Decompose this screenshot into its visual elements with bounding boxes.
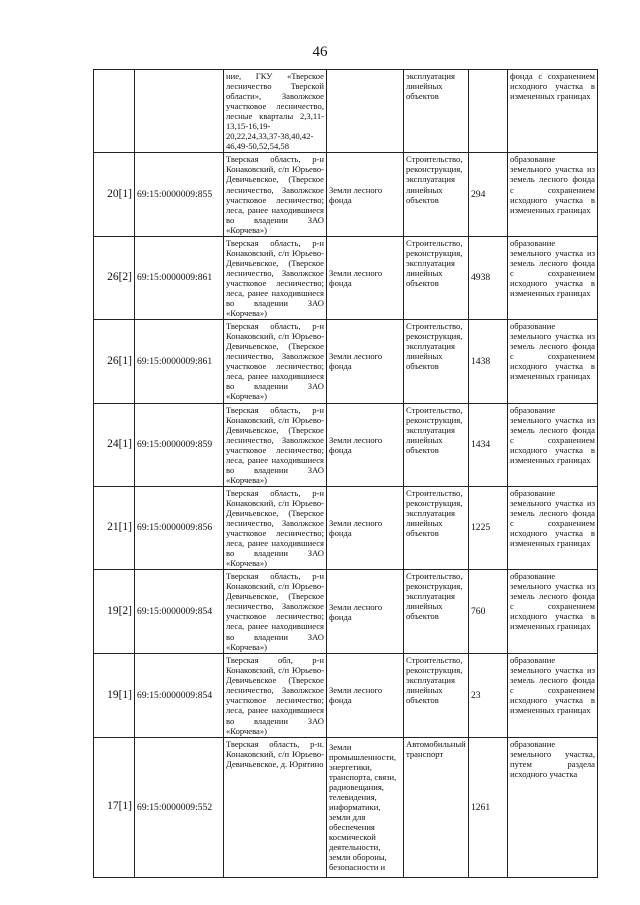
permitted-use-cell: Строительство, реконструкция, эксплуатация линейных объектов: [404, 570, 469, 654]
cadastral-number-cell: 69:15:0000009:855: [135, 153, 224, 236]
page-number: 46: [312, 44, 328, 60]
land-category-cell: Земли лесного фонда: [327, 236, 404, 319]
land-category-cell: Земли лесного фонда: [327, 403, 404, 486]
area-cell: 294: [469, 153, 508, 236]
purpose-cell: образование земельного участка из земель лесного фонда с сохранением исходного участка в измененных границах: [508, 153, 598, 236]
permitted-use-cell: Строительство, реконструкция, эксплуатация линейных объектов: [404, 654, 469, 737]
row-number-cell: 20[1]: [94, 153, 135, 236]
cadastral-number-cell: 69:15:0000009:854: [135, 570, 224, 654]
address-cell: Тверская обл, р-н Конаковский, с/п Юрьево-Девичьевское (Тверское лесничество, Заволжское участковое лесничество; леса, ранее находившиеся во владении ЗАО «Корчева»): [224, 654, 327, 737]
permitted-use-cell: Строительство, реконструкция, эксплуатация линейных объектов: [404, 153, 469, 236]
table-row: [94, 737, 598, 877]
land-category-cell: [327, 70, 404, 153]
address-cell: Тверская область, р-н Конаковский, с/п Юрьево-Девичьевское, (Тверское лесничество, Заволжское участковое лесничество; леса, ранее находившиеся во владении ЗАО «Корчева»): [224, 153, 327, 236]
table-row: [94, 486, 598, 569]
area-cell: 1225: [469, 486, 508, 569]
purpose-cell: образование земельного участка из земель лесного фонда с сохранением исходного участка в измененных границах: [508, 570, 598, 654]
purpose-cell: образование земельного участка из земель лесного фонда с сохранением исходного участка в измененных границах: [508, 654, 598, 737]
cadastral-number-cell: 69:15:0000009:861: [135, 320, 224, 403]
address-cell: Тверская область, р-н Конаковский, с/п Юрьево-Девичьевское, (Тверское лесничество, Заволжское участковое лесничество; леса, ранее находившиеся во владении ЗАО «Корчева»): [224, 320, 327, 403]
cadastral-number-cell: 69:15:0000009:859: [135, 403, 224, 486]
table-row: [94, 570, 598, 654]
area-cell: 1261: [469, 737, 508, 877]
land-category-cell: Земли промышленности, энергетики, транспорта, связи, радиовещания, телевидения, информатики, земли для обеспечения космической деятельности, земли обороны, безопасности и: [327, 737, 404, 877]
permitted-use-cell: Автомобильный транспорт: [404, 737, 469, 877]
row-number-cell: 17[1]: [94, 737, 135, 877]
area-cell: 760: [469, 570, 508, 654]
row-number-cell: 21[1]: [94, 486, 135, 569]
table-row: [94, 320, 598, 403]
purpose-cell: образование земельного участка из земель лесного фонда с сохранением исходного участка в измененных границах: [508, 486, 598, 569]
table-row: [94, 654, 598, 737]
table-row: [94, 70, 598, 153]
purpose-cell: образование земельного участка, путем раздела исходного участка: [508, 737, 598, 877]
land-category-cell: Земли лесного фонда: [327, 486, 404, 569]
permitted-use-cell: эксплуатация линейных объектов: [404, 70, 469, 153]
area-cell: 1434: [469, 403, 508, 486]
land-category-cell: Земли лесного фонда: [327, 320, 404, 403]
purpose-cell: образование земельного участка из земель лесного фонда с сохранением исходного участка в измененных границах: [508, 236, 598, 319]
address-cell: Тверская область, р-н Конаковский, с/п Юрьево-Девичьевское, (Тверское лесничество, Заволжское участковое лесничество; леса, ранее находившиеся во владении ЗАО «Корчева»): [224, 236, 327, 319]
area-cell: [469, 70, 508, 153]
area-cell: 1438: [469, 320, 508, 403]
address-cell: Тверская область, р-н. Конаковский, с/п Юрьево-Девичьевское, д. Юрятино: [224, 737, 327, 877]
area-cell: 4938: [469, 236, 508, 319]
permitted-use-cell: Строительство, реконструкция, эксплуатация линейных объектов: [404, 403, 469, 486]
row-number-cell: 24[1]: [94, 403, 135, 486]
row-number-cell: 26[1]: [94, 320, 135, 403]
permitted-use-cell: Строительство, реконструкция, эксплуатация линейных объектов: [404, 320, 469, 403]
cadastral-number-cell: 69:15:0000009:861: [135, 236, 224, 319]
land-category-cell: Земли лесного фонда: [327, 654, 404, 737]
purpose-cell: образование земельного участка из земель лесного фонда с сохранением исходного участка в измененных границах: [508, 320, 598, 403]
table-row: [94, 153, 598, 236]
land-category-cell: Земли лесного фонда: [327, 153, 404, 236]
row-number-cell: 26[2]: [94, 236, 135, 319]
cadastral-number-cell: 69:15:0000009:552: [135, 737, 224, 877]
row-number-cell: 19[2]: [94, 570, 135, 654]
cadastral-number-cell: 69:15:0000009:856: [135, 486, 224, 569]
land-category-cell: Земли лесного фонда: [327, 570, 404, 654]
permitted-use-cell: Строительство, реконструкция, эксплуатация линейных объектов: [404, 486, 469, 569]
address-cell: ние, ГКУ «Тверское лесничество Тверской области», Заволжское участковое лесничество, лесные кварталы 2,3,11-13,15-16,19-20,22,24,33,37-38,40,42-46,49-50,52,54,58: [224, 70, 327, 153]
purpose-cell: образование земельного участка из земель лесного фонда с сохранением исходного участка в измененных границах: [508, 403, 598, 486]
permitted-use-cell: Строительство, реконструкция, эксплуатация линейных объектов: [404, 236, 469, 319]
area-cell: 23: [469, 654, 508, 737]
purpose-cell: фонда с сохранением исходного участка в измененных границах: [508, 70, 598, 153]
table-row: [94, 236, 598, 319]
land-plots-table: [93, 69, 598, 878]
row-number-cell: 19[1]: [94, 654, 135, 737]
table-row: [94, 403, 598, 486]
cadastral-number-cell: 69:15:0000009:854: [135, 654, 224, 737]
cadastral-number-cell: [135, 70, 224, 153]
address-cell: Тверская область, р-н Конаковский, с/п Юрьево-Девичьевское, (Тверское лесничество, Заволжское участковое лесничество; леса, ранее находившиеся во владении ЗАО «Корчева»): [224, 403, 327, 486]
address-cell: Тверская область, р-н Конаковский, с/п Юрьево-Девичьевское, (Тверское лесничество, Заволжское участковое лесничество; леса, ранее находившиеся во владении ЗАО «Корчева»): [224, 570, 327, 654]
row-number-cell: [94, 70, 135, 153]
address-cell: Тверская область, р-н Конаковский, с/п Юрьево-Девичьевское, (Тверское лесничество, Заволжское участковое лесничество; леса, ранее находившиеся во владении ЗАО «Корчева»): [224, 486, 327, 569]
